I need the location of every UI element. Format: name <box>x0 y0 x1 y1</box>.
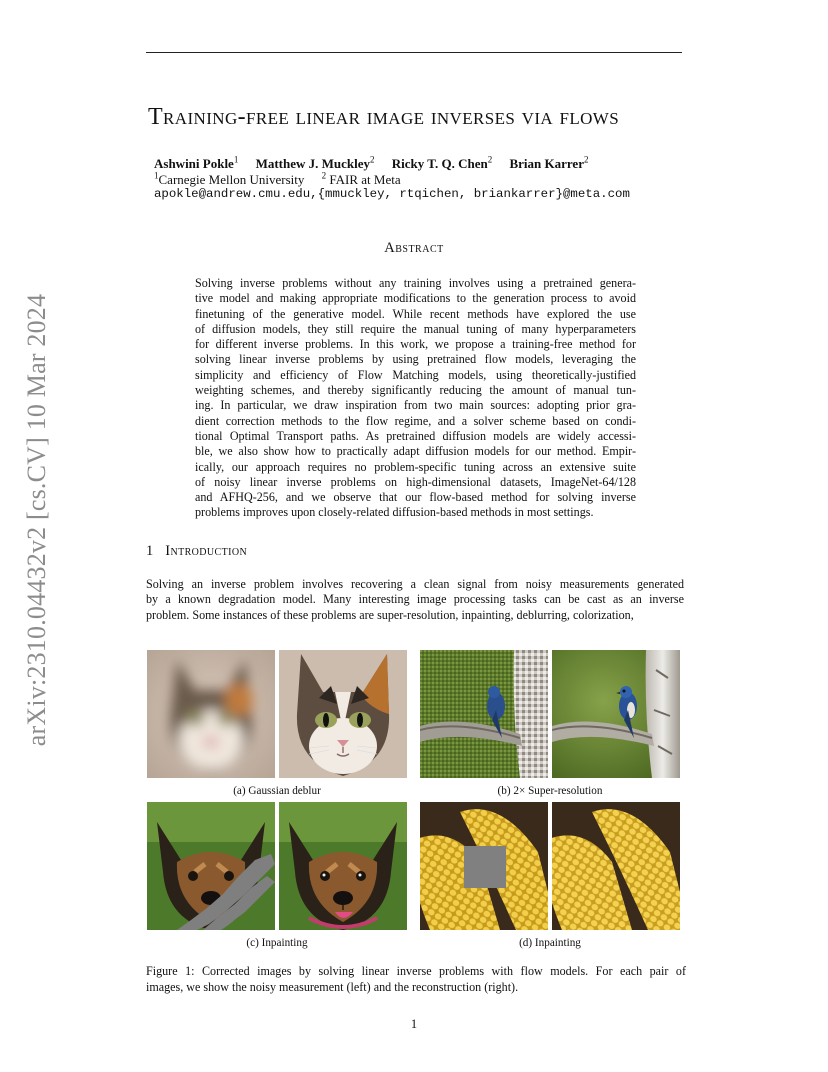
abstract-line: finetuning of the generative model. While recent methods have explored the use <box>195 306 636 321</box>
affiliation: $^2$ FAIR at Meta <box>321 171 401 188</box>
top-rule <box>146 52 682 53</box>
section-heading <box>146 543 247 560</box>
paragraph-line: problem. Some instances of these problems are super-resolution, inpainting, deblurring, colorization, <box>146 607 634 622</box>
abstract-line: dient correction methods to the flow regime, and a solver scheme based on condi- <box>195 413 636 428</box>
abstract-line: of noisy linear inverse problems on high-dimensional datasets, ImageNet-64/128 <box>195 474 636 489</box>
paragraph-line: Solving an inverse problem involves recovering a clean signal from noisy measurements generated <box>146 577 684 591</box>
abstract-line: solving linear inverse problems by using pretrained flow models, leveraging the <box>195 352 636 367</box>
corn-inpainted-image <box>552 802 680 930</box>
figure-caption <box>146 964 686 995</box>
arxiv-id: arXiv:2310.04432v2 [cs.CV] 10 Mar 2024 <box>22 293 51 747</box>
abstract-body <box>195 276 636 521</box>
arxiv-watermark <box>22 282 52 758</box>
bird-lowres-image <box>420 650 548 778</box>
cat-restored-image <box>279 650 407 778</box>
affiliations <box>154 171 401 188</box>
abstract-line: tive model and making appropriate modifications to the generation process to avoid <box>195 291 636 306</box>
cat-blurred-image <box>147 650 275 778</box>
author-emails: apokle@andrew.cmu.edu,{mmuckley, rtqichen, briankarrer}@meta.com <box>154 187 630 201</box>
subfigure-caption-a: (a) Gaussian deblur <box>233 785 321 797</box>
dog-inpainted-image <box>279 802 407 930</box>
paragraph-line: by a known degradation model. Many interesting image processing tasks can be cast as an inverse <box>146 592 684 607</box>
abstract-line: of diffusion models, they still require the manual tuning of many hyperparameters <box>195 321 636 336</box>
dog-masked-image <box>147 802 275 930</box>
figure-caption-line: images, we show the noisy measurement (left) and the reconstruction (right). <box>146 979 519 994</box>
abstract-line: problems improves upon closely-related diffusion-based methods in most settings. <box>195 505 594 520</box>
abstract-line: ically, our approach requires no problem-specific tuning across an extensive suite <box>195 459 636 474</box>
author: Ashwini Pokle$^1$ <box>154 155 239 172</box>
affiliation: $^1$Carnegie Mellon University <box>154 171 305 188</box>
bird-highres-image <box>552 650 680 778</box>
abstract-line: Solving inverse problems without any training involves using a pretrained genera- <box>195 276 636 290</box>
abstract-line: simplicity and efficiency of Flow Matching models, using theoretically-justified <box>195 367 636 382</box>
abstract-line: ing. In particular, we draw inspiration from two main sources: adopting prior gra- <box>195 398 636 413</box>
corn-masked-image <box>420 802 548 930</box>
paper-title: Training-free linear image inverses via flows <box>148 104 620 130</box>
abstract-line: for different inverse problems. In this work, we propose a training-free method for <box>195 337 636 352</box>
abstract-line: ble, we also show how to practically adapt diffusion models for our method. Empir- <box>195 444 636 459</box>
author: Matthew J. Muckley$^2$ <box>255 155 375 172</box>
section-number: 1 <box>146 543 154 559</box>
abstract-heading: Abstract <box>384 240 444 256</box>
author-list <box>154 155 602 172</box>
subfigure-caption-d: (d) Inpainting <box>519 937 581 949</box>
section-title: Introduction <box>165 543 248 559</box>
introduction-body <box>146 577 684 623</box>
page-number: 1 <box>410 1017 418 1031</box>
abstract-line: tional Optimal Transport paths. As pretrained diffusion models are widely accessi- <box>195 428 636 443</box>
abstract-line: weighting schemes, and thereby significantly reducing the amount of manual tun- <box>195 383 636 398</box>
author: Brian Karrer$^2$ <box>509 155 589 172</box>
abstract-line: and AFHQ-256, and we observe that our flow-based method for solving inverse <box>195 490 636 505</box>
subfigure-caption-b: (b) 2× Super-resolution <box>497 785 603 797</box>
figure-caption-line: Figure 1: Corrected images by solving linear inverse problems with flow models. For each pair of <box>146 964 686 978</box>
author: Ricky T. Q. Chen$^2$ <box>391 155 493 172</box>
subfigure-caption-c: (c) Inpainting <box>246 937 308 949</box>
